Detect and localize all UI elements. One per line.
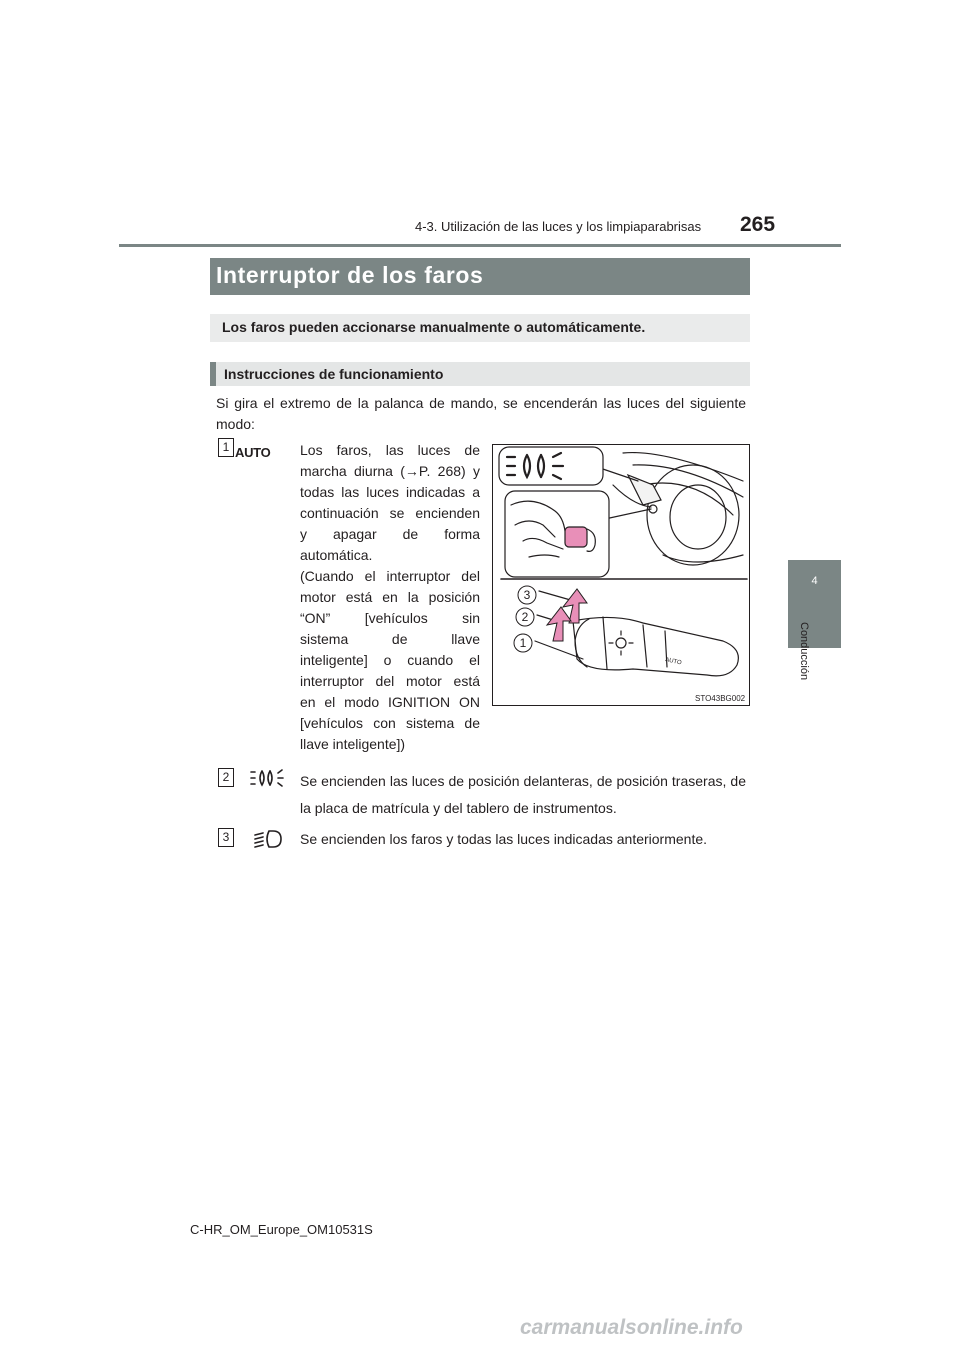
item-1-description [300,440,480,755]
item-3-description: Se encienden los faros y todas las luces indicadas anteriormente. [300,831,708,847]
item-1-line: en el modo IGNITION ON [300,694,480,710]
auto-text-icon: AUTO [235,445,271,460]
item-1-line: continuación se encienden [300,505,480,521]
step-number-3: 3 [218,828,234,847]
subsection-title: Instrucciones de funcionamiento [224,366,444,382]
item-1-line: (Cuando el interruptor del [300,568,480,584]
item-1-line: Los faros, las luces de [300,442,480,458]
item-1-line: [vehículos con sistema de [300,715,480,731]
page-number: 265 [740,213,776,236]
stalk-auto-label: AUTO [664,657,683,667]
item-1-line: llave inteligente]) [300,736,406,752]
chapter-tab-number: 4 [811,575,818,587]
item-1-line: inteligente] o cuando el [300,652,480,668]
watermark: carmanualsonline.info [520,1316,743,1339]
intro-text: Los faros pueden accionarse manualmente o automáticamente. [222,319,646,335]
footer-document-id: C-HR_OM_Europe_OM10531S [190,1222,373,1237]
item-1-line: interruptor del motor está [300,673,480,689]
figure-code: STO43BG002 [695,694,746,703]
step-number-2: 2 [218,768,234,787]
subsection-body: Si gira el extremo de la palanca de mando, se encenderán las luces del siguiente modo: [216,395,746,432]
position-lights-icon [250,768,284,793]
step-number-1: 1 [218,438,234,457]
header-section-title: 4-3. Utilización de las luces y los limpiaparabrisas [415,219,702,234]
figure-callout-3: 3 [523,588,531,602]
item-1-line: sistema de llave [300,631,480,647]
item-2-description: Se encienden las luces de posición delanteras, de posición traseras, de la placa de matrícula y del tablero de instrumentos. [300,773,746,816]
item-1-line: automática. [300,547,373,563]
headlight-switch-illustration [492,444,750,706]
item-1-line: todas las luces indicadas a [300,484,480,500]
subsection-accent [210,362,216,386]
item-1-line: y apagar de forma [300,526,480,542]
figure-callout-2: 2 [521,610,529,624]
page-title: Interruptor de los faros [216,262,484,288]
item-1-line: motor está en la posición [300,589,480,605]
figure-callout-1: 1 [519,636,527,650]
header-divider [119,244,841,247]
item-1-line: marcha diurna (→P. 268) y [300,463,480,479]
low-beam-icon [253,829,283,854]
item-1-line: “ON” [vehículos sin [300,610,480,626]
chapter-tab-label: Conducción [798,622,810,681]
